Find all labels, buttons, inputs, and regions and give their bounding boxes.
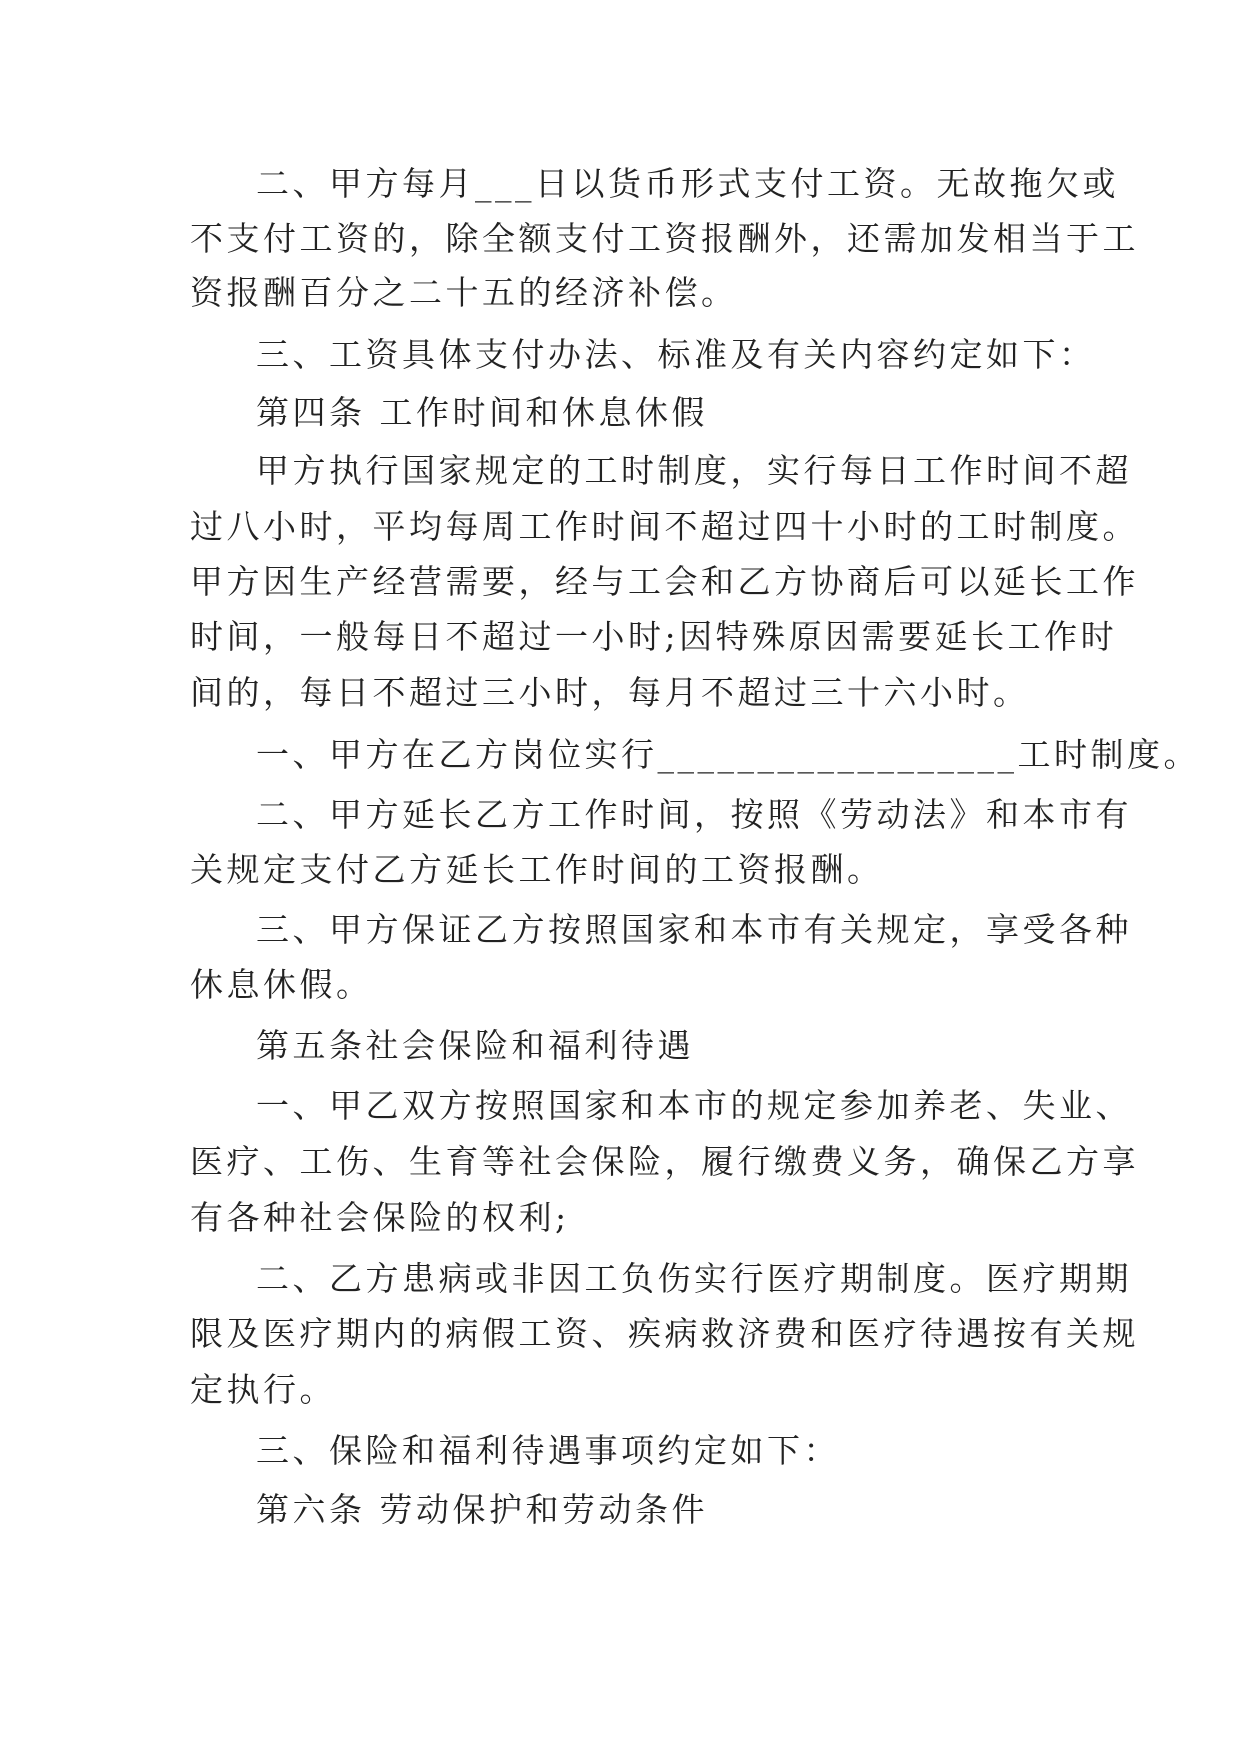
- section-heading: 第五条社会保险和福利待遇: [256, 1026, 694, 1065]
- text-line: 时间，一般每日不超过一小时;因特殊原因需要延长工作时: [190, 617, 1118, 656]
- text-line: 医疗、工伤、生育等社会保险，履行缴费义务，确保乙方享: [190, 1142, 1139, 1181]
- text-line: 过八小时，平均每周工作时间不超过四十小时的工时制度。: [190, 507, 1139, 546]
- text-line: 甲方执行国家规定的工时制度，实行每日工作时间不超: [256, 451, 1132, 490]
- text-line: 定执行。: [190, 1370, 336, 1409]
- text-line: 一、甲乙双方按照国家和本市的规定参加养老、失业、: [256, 1086, 1132, 1125]
- text-line: 有各种社会保险的权利;: [190, 1198, 570, 1237]
- text-line: 二、甲方延长乙方工作时间，按照《劳动法》和本市有: [256, 795, 1132, 834]
- text-line: 休息休假。: [190, 965, 373, 1004]
- text-line: 一、甲方在乙方岗位实行__________________工时制度。: [256, 735, 1200, 774]
- text-line: 三、保险和福利待遇事项约定如下：: [256, 1431, 840, 1470]
- text-line: 二、乙方患病或非因工负伤实行医疗期制度。医疗期期: [256, 1259, 1132, 1298]
- text-line: 三、工资具体支付办法、标准及有关内容约定如下：: [256, 335, 1096, 374]
- text-line: 关规定支付乙方延长工作时间的工资报酬。: [190, 850, 884, 889]
- section-heading: 第四条 工作时间和休息休假: [256, 393, 708, 432]
- text-line: 限及医疗期内的病假工资、疾病救济费和医疗待遇按有关规: [190, 1314, 1139, 1353]
- text-line: 间的，每日不超过三小时，每月不超过三十六小时。: [190, 673, 1030, 712]
- section-heading: 第六条 劳动保护和劳动条件: [256, 1490, 708, 1529]
- text-line: 甲方因生产经营需要，经与工会和乙方协商后可以延长工作: [190, 562, 1139, 601]
- text-line: 二、甲方每月___日以货币形式支付工资。无故拖欠或: [256, 164, 1119, 203]
- text-line: 资报酬百分之二十五的经济补偿。: [190, 273, 738, 312]
- text-line: 不支付工资的，除全额支付工资报酬外，还需加发相当于工: [190, 219, 1139, 258]
- text-line: 三、甲方保证乙方按照国家和本市有关规定，享受各种: [256, 910, 1132, 949]
